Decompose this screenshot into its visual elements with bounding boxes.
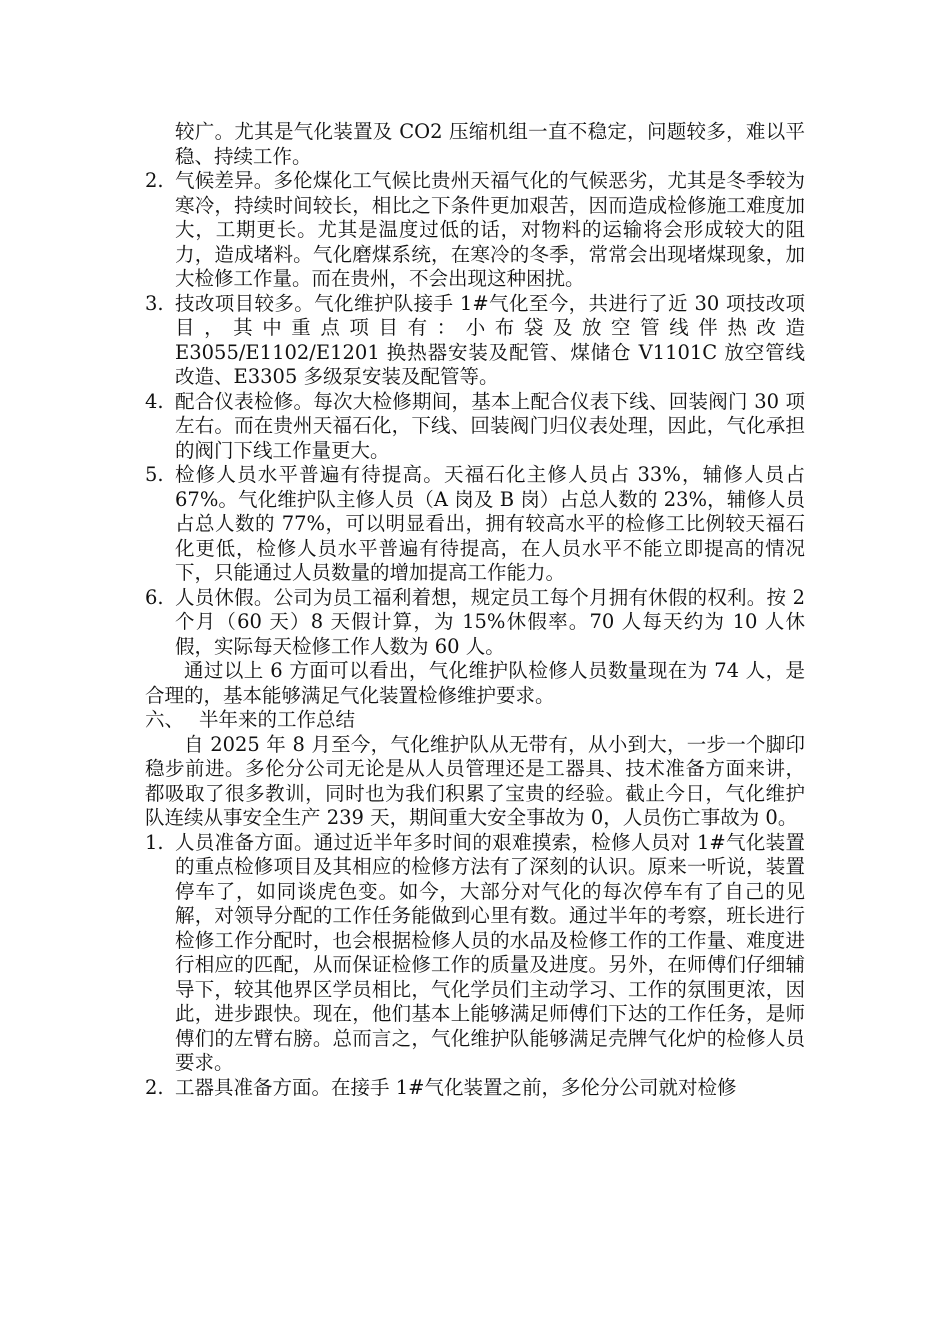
conclusion-paragraph: 通过以上 6 方面可以看出，气化维护队检修人员数量现在为 74 人，是合理的，基本能够满足气化装置检修维护要求。 [145,659,805,707]
list-text: 技改项目较多。气化维护队接手 1#气化至今，共进行了近 30 项技改项目，其中重点项目有：小布袋及放空管线伴热改造 E3055/E1102/E1201 换热器安装及配管、煤储仓 V1101C 放空管线改造、E3305 多级泵安装及配管等。 [175,291,805,388]
list-number: 4. [145,389,164,413]
list-item [145,1076,805,1101]
section-heading [145,708,805,733]
intro-continuation: 较广。尤其是气化装置及 CO2 压缩机组一直不稳定，问题较多，难以平稳、持续工作。 [175,120,805,168]
list-item [145,831,805,1076]
list-number: 3. [145,291,164,315]
list-item [145,292,805,390]
list-text: 人员准备方面。通过近半年多时间的艰难摸索，检修人员对 1#气化装置的重点检修项目及其相应的检修方法有了深刻的认识。原来一听说，装置停车了，如同谈虎色变。如今，大部分对气化的每次停车有了自己的见解，对领导分配的工作任务能做到心里有数。通过半年的考察，班长进行检修工作分配时，也会根据检修人员的水品及检修工作的工作量、难度进行相应的匹配，从而保证检修工作的质量及进度。另外，在师傅们仔细辅导下，较其他界区学员相比，气化学员们主动学习、工作的氛围更浓，因此，进步跟快。现在，他们基本上能够满足师傅们下达的工作任务，是师傅们的左臂右膀。总而言之，气化维护队能够满足壳牌气化炉的检修人员要求。 [175,830,805,1074]
section-title: 半年来的工作总结 [199,708,356,731]
list-text: 人员休假。公司为员工福利着想，规定员工每个月拥有休假的权利。按 2 个月（60 天）8 天假计算，为 15%休假率。70 人每天约为 10 人休假，实际每天检修工作人数为 60 人。 [175,585,805,658]
list-number: 2. [145,169,164,192]
list-number: 2. [145,1075,164,1099]
list-text: 气候差异。多伦煤化工气候比贵州天福气化的气候恶劣，尤其是冬季较为寒冷，持续时间较长，相比之下条件更加艰苦，因而造成检修施工难度加大，工期更长。尤其是温度过低的话，对物料的运输将会形成较大的阻力，造成堵料。气化磨煤系统，在寒冷的冬季，常常会出现堵煤现象，加大检修工作量。而在贵州，不会出现这种困扰。 [175,169,805,290]
list-number: 6. [145,585,164,609]
section-number: 六、 [145,708,185,731]
summary-paragraph: 自 2025 年 8 月至今，气化维护队从无带有，从小到大，一步一个脚印稳步前进。多伦分公司无论是从人员管理还是工器具、技术准备方面来讲，都吸取了很多教训，同时也为我们积累了宝贵的经验。截止今日，气化维护队连续从事安全生产 239 天，期间重大安全事故为 0，人员伤亡事故为 0。 [145,732,805,829]
list-text: 检修人员水平普遍有待提高。天福石化主修人员占 33%，辅修人员占 67%。气化维护队主修人员（A 岗及 B 岗）占总人数的 23%，辅修人员占总人数的 77%，可以明显看出，拥有较高水平的检修工比例较天福石化更低，检修人员水平普遍有待提高，在人员水平不能立即提高的情况下，只能通过人员数量的增加提高工作能力。 [175,463,805,584]
list-text: 配合仪表检修。每次大检修期间，基本上配合仪表下线、回装阀门 30 项左右。而在贵州天福石化，下线、回装阀门归仪表处理，因此，气化承担的阀门下线工作量更大。 [175,389,805,462]
list-item [145,463,805,586]
list-item [145,586,805,660]
list-item [145,169,805,292]
list-number: 5. [145,463,164,486]
list-text: 工器具准备方面。在接手 1#气化装置之前，多伦分公司就对检修 [175,1075,737,1099]
list-item [145,390,805,464]
document-body [145,120,805,1100]
list-number: 1. [145,830,164,854]
